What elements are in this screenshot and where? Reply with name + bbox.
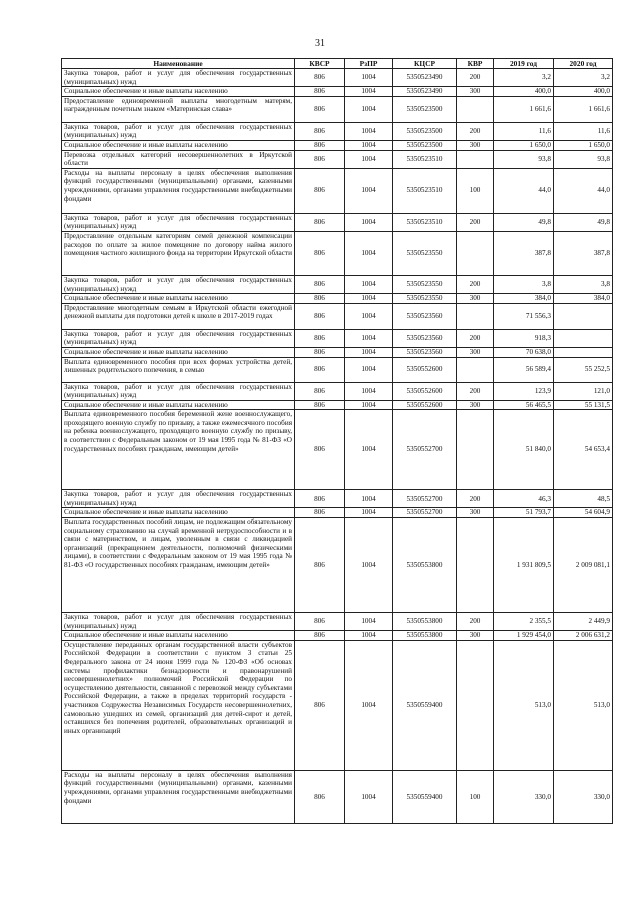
table-row: [62, 122, 613, 140]
table-row: [62, 508, 613, 518]
table-row: [62, 490, 613, 508]
row-2019: 387,8: [494, 231, 554, 275]
page-number: 31: [315, 38, 325, 49]
row-kvsr: 806: [295, 294, 345, 304]
row-2019: 330,0: [494, 770, 554, 823]
row-2019: 71 556,3: [494, 303, 554, 329]
row-2020: 2 009 081,1: [554, 518, 613, 613]
row-2019: 1 661,6: [494, 96, 554, 122]
row-kvr: 200: [457, 275, 494, 293]
row-name: Социальное обеспечение и иные выплаты населению: [62, 87, 295, 97]
row-name: Расходы на выплаты персоналу в целях обеспечения выполнения функций государственными (муниципальными) органами, казенными учреждениями, органами управления государственными внебюджетными фондами: [62, 168, 295, 213]
row-2020: 2 006 631,2: [554, 631, 613, 641]
header-kcsr: КЦСР: [393, 59, 457, 69]
row-kvr: 200: [457, 122, 494, 140]
table-row: [62, 275, 613, 293]
row-2020: 55 131,5: [554, 400, 613, 410]
row-kcsr: 5350523490: [393, 69, 457, 87]
row-name: Предоставление отдельным категориям семей денежной компенсации расходов по оплате за жилое помещение по договору найма жилого помещения частного жилищного фонда на территории Иркутской области: [62, 231, 295, 275]
row-2020: 44,0: [554, 168, 613, 213]
row-2020: 400,0: [554, 87, 613, 97]
row-name: Закупка товаров, работ и услуг для обеспечения государственных (муниципальных) нужд: [62, 329, 295, 347]
row-2020: [554, 303, 613, 329]
row-rzpr: 1004: [345, 87, 393, 97]
row-2020: 11,6: [554, 122, 613, 140]
row-name: Выплата единовременного пособия беременной жене военнослужащего, проходящего военную службу по призыву, а также ежемесячного пособия на ребенка военнослужащего, проходящего военную службу по призыву, в соответствии с Федеральным законом от 19 мая 1995 года № 81-ФЗ «О государственных пособиях гражданам, имеющим детей»: [62, 410, 295, 490]
table-row: [62, 382, 613, 400]
row-rzpr: 1004: [345, 140, 393, 150]
table-row: [62, 213, 613, 231]
row-name: Закупка товаров, работ и услуг для обеспечения государственных (муниципальных) нужд: [62, 275, 295, 293]
row-2020: 3,8: [554, 275, 613, 293]
row-name: Закупка товаров, работ и услуг для обеспечения государственных (муниципальных) нужд: [62, 122, 295, 140]
table-row: [62, 231, 613, 275]
row-2020: 55 252,5: [554, 357, 613, 382]
budget-table: [61, 58, 613, 824]
table-row: [62, 140, 613, 150]
row-2019: 93,8: [494, 150, 554, 168]
row-kvsr: 806: [295, 347, 345, 357]
row-kcsr: 5350552600: [393, 357, 457, 382]
row-rzpr: 1004: [345, 640, 393, 770]
row-2020: 3,2: [554, 69, 613, 87]
row-name: Социальное обеспечение и иные выплаты населению: [62, 508, 295, 518]
table-row: [62, 410, 613, 490]
table-row: [62, 168, 613, 213]
row-kcsr: 5350523500: [393, 96, 457, 122]
header-2019: 2019 год: [494, 59, 554, 69]
row-2020: 2 449,9: [554, 613, 613, 631]
row-kvsr: 806: [295, 329, 345, 347]
table-row: [62, 69, 613, 87]
row-kvsr: 806: [295, 770, 345, 823]
row-rzpr: 1004: [345, 631, 393, 641]
row-name: Закупка товаров, работ и услуг для обеспечения государственных (муниципальных) нужд: [62, 613, 295, 631]
row-kvr: 300: [457, 347, 494, 357]
row-2019: 513,0: [494, 640, 554, 770]
row-kcsr: 5350553800: [393, 613, 457, 631]
row-2019: 46,3: [494, 490, 554, 508]
row-kvsr: 806: [295, 382, 345, 400]
row-kvr: [457, 640, 494, 770]
row-2020: 1 650,0: [554, 140, 613, 150]
row-rzpr: 1004: [345, 357, 393, 382]
row-name: Предоставление единовременной выплаты многодетным матерям, награжденным почетным знаком «Материнская слава»: [62, 96, 295, 122]
row-rzpr: 1004: [345, 122, 393, 140]
row-kvsr: 806: [295, 508, 345, 518]
row-kvr: 300: [457, 294, 494, 304]
row-2019: 3,2: [494, 69, 554, 87]
row-2019: 56 589,4: [494, 357, 554, 382]
row-2020: 93,8: [554, 150, 613, 168]
row-name: Социальное обеспечение и иные выплаты населению: [62, 347, 295, 357]
row-kcsr: 5350523500: [393, 140, 457, 150]
row-rzpr: 1004: [345, 518, 393, 613]
row-kcsr: 5350523510: [393, 150, 457, 168]
header-kvr: КВР: [457, 59, 494, 69]
row-2020: 330,0: [554, 770, 613, 823]
row-kcsr: 5350523490: [393, 87, 457, 97]
row-kvr: [457, 150, 494, 168]
row-2020: 513,0: [554, 640, 613, 770]
row-kvr: [457, 96, 494, 122]
row-rzpr: 1004: [345, 410, 393, 490]
row-rzpr: 1004: [345, 168, 393, 213]
row-kvsr: 806: [295, 96, 345, 122]
row-rzpr: 1004: [345, 294, 393, 304]
row-name: Выплата единовременного пособия при всех формах устройства детей, лишенных родительского попечения, в семью: [62, 357, 295, 382]
row-kvr: 300: [457, 87, 494, 97]
row-2020: 387,8: [554, 231, 613, 275]
row-kvsr: 806: [295, 490, 345, 508]
row-kvr: 200: [457, 490, 494, 508]
row-kvsr: 806: [295, 213, 345, 231]
table-row: [62, 347, 613, 357]
row-kvr: [457, 410, 494, 490]
row-kvsr: 806: [295, 400, 345, 410]
header-kvsr: КВСР: [295, 59, 345, 69]
row-2020: [554, 347, 613, 357]
row-kvsr: 806: [295, 640, 345, 770]
row-rzpr: 1004: [345, 96, 393, 122]
row-kcsr: 5350523550: [393, 294, 457, 304]
row-kvr: 200: [457, 329, 494, 347]
row-name: Социальное обеспечение и иные выплаты населению: [62, 631, 295, 641]
table-row: [62, 640, 613, 770]
row-kvsr: 806: [295, 122, 345, 140]
table-row: [62, 357, 613, 382]
row-2020: [554, 329, 613, 347]
row-kcsr: 5350552600: [393, 382, 457, 400]
row-kvsr: 806: [295, 303, 345, 329]
row-name: Закупка товаров, работ и услуг для обеспечения государственных (муниципальных) нужд: [62, 490, 295, 508]
row-2019: 2 355,5: [494, 613, 554, 631]
row-kvr: 300: [457, 400, 494, 410]
table-row: [62, 400, 613, 410]
row-2020: 48,5: [554, 490, 613, 508]
row-kvsr: 806: [295, 518, 345, 613]
row-kvr: 100: [457, 168, 494, 213]
row-kvr: 300: [457, 140, 494, 150]
row-name: Предоставление многодетным семьям в Иркутской области ежегодной денежной выплаты для подготовки детей к школе в 2017-2019 годах: [62, 303, 295, 329]
row-rzpr: 1004: [345, 213, 393, 231]
row-name: Закупка товаров, работ и услуг для обеспечения государственных (муниципальных) нужд: [62, 213, 295, 231]
row-2019: 1 650,0: [494, 140, 554, 150]
row-kcsr: 5350559400: [393, 770, 457, 823]
row-kvr: 200: [457, 69, 494, 87]
row-2020: 54 653,4: [554, 410, 613, 490]
row-2019: 44,0: [494, 168, 554, 213]
table-row: [62, 303, 613, 329]
row-2019: 1 929 454,0: [494, 631, 554, 641]
row-rzpr: 1004: [345, 150, 393, 168]
row-2019: 400,0: [494, 87, 554, 97]
header-rzpr: РзПР: [345, 59, 393, 69]
row-rzpr: 1004: [345, 770, 393, 823]
row-2020: 54 604,9: [554, 508, 613, 518]
header-row: [62, 59, 613, 69]
row-kvsr: 806: [295, 231, 345, 275]
row-2019: 123,9: [494, 382, 554, 400]
table-row: [62, 87, 613, 97]
table-row: [62, 631, 613, 641]
row-rzpr: 1004: [345, 613, 393, 631]
row-2019: 51 840,0: [494, 410, 554, 490]
row-2019: 11,6: [494, 122, 554, 140]
row-rzpr: 1004: [345, 382, 393, 400]
row-rzpr: 1004: [345, 303, 393, 329]
row-rzpr: 1004: [345, 69, 393, 87]
row-2019: 918,3: [494, 329, 554, 347]
row-kcsr: 5350523560: [393, 303, 457, 329]
row-kvr: 300: [457, 631, 494, 641]
row-rzpr: 1004: [345, 329, 393, 347]
table-row: [62, 150, 613, 168]
row-rzpr: 1004: [345, 275, 393, 293]
row-kcsr: 5350523550: [393, 275, 457, 293]
row-name: Закупка товаров, работ и услуг для обеспечения государственных (муниципальных) нужд: [62, 69, 295, 87]
row-kcsr: 5350523550: [393, 231, 457, 275]
row-2019: 56 465,5: [494, 400, 554, 410]
row-2019: 3,8: [494, 275, 554, 293]
table-body: [62, 69, 613, 824]
row-kvsr: 806: [295, 168, 345, 213]
row-rzpr: 1004: [345, 347, 393, 357]
row-2020: 121,0: [554, 382, 613, 400]
row-kvr: [457, 518, 494, 613]
row-name: Выплата государственных пособий лицам, не подлежащим обязательному социальному страхованию на случай временной нетрудоспособности и в связи с материнством, и лицам, уволенным в связи с ликвидацией организаций (прекращением деятельности, полномочий физическими лицами), в соответствии с Федеральным законом от 19 мая 1995 года № 81-ФЗ «О государственных пособиях гражданам, имеющим детей»: [62, 518, 295, 613]
table-row: [62, 96, 613, 122]
row-kvr: 200: [457, 382, 494, 400]
row-kcsr: 5350523560: [393, 347, 457, 357]
row-name: Социальное обеспечение и иные выплаты населению: [62, 294, 295, 304]
row-name: Расходы на выплаты персоналу в целях обеспечения выполнения функций государственными (муниципальными) органами, казенными учреждениями, органами управления государственными внебюджетными фондами: [62, 770, 295, 823]
row-rzpr: 1004: [345, 508, 393, 518]
row-kvr: [457, 231, 494, 275]
row-kvsr: 806: [295, 150, 345, 168]
row-kcsr: 5350552700: [393, 490, 457, 508]
row-kvsr: 806: [295, 140, 345, 150]
table-row: [62, 613, 613, 631]
row-kvr: 200: [457, 213, 494, 231]
row-kcsr: 5350523560: [393, 329, 457, 347]
row-kcsr: 5350553800: [393, 518, 457, 613]
table-row: [62, 329, 613, 347]
row-kcsr: 5350523500: [393, 122, 457, 140]
row-kcsr: 5350552700: [393, 410, 457, 490]
row-2019: 1 931 809,5: [494, 518, 554, 613]
row-kcsr: 5350552700: [393, 508, 457, 518]
row-rzpr: 1004: [345, 400, 393, 410]
row-kcsr: 5350559400: [393, 640, 457, 770]
row-rzpr: 1004: [345, 231, 393, 275]
row-kcsr: 5350553800: [393, 631, 457, 641]
row-kvsr: 806: [295, 410, 345, 490]
row-2020: 384,0: [554, 294, 613, 304]
row-kcsr: 5350523510: [393, 213, 457, 231]
row-kcsr: 5350523510: [393, 168, 457, 213]
table-row: [62, 770, 613, 823]
table-row: [62, 294, 613, 304]
row-2020: 1 661,6: [554, 96, 613, 122]
row-2019: 51 793,7: [494, 508, 554, 518]
table-row: [62, 518, 613, 613]
row-kvr: 100: [457, 770, 494, 823]
row-2020: 49,8: [554, 213, 613, 231]
row-2019: 384,0: [494, 294, 554, 304]
row-kvr: 300: [457, 508, 494, 518]
row-kvsr: 806: [295, 631, 345, 641]
row-name: Социальное обеспечение и иные выплаты населению: [62, 400, 295, 410]
row-name: Перевозка отдельных категорий несовершеннолетних в Иркутской области: [62, 150, 295, 168]
header-name: Наименование: [62, 59, 295, 69]
row-name: Социальное обеспечение и иные выплаты населению: [62, 140, 295, 150]
row-rzpr: 1004: [345, 490, 393, 508]
row-2019: 70 638,0: [494, 347, 554, 357]
row-name: Закупка товаров, работ и услуг для обеспечения государственных (муниципальных) нужд: [62, 382, 295, 400]
header-2020: 2020 год: [554, 59, 613, 69]
row-kvsr: 806: [295, 275, 345, 293]
row-kvsr: 806: [295, 613, 345, 631]
row-kcsr: 5350552600: [393, 400, 457, 410]
row-kvr: 200: [457, 613, 494, 631]
row-name: Осуществление переданных органам государственной власти субъектов Российской Федерации в соответствии с пунктом 3 статьи 25 Федерального закона от 24 июня 1999 года № 120-ФЗ «Об основах системы профилактики безнадзорности и правонарушений несовершеннолетних» полномочий Российской Федерации по осуществлению деятельности, связанной с перевозкой между субъектами Российской Федерации, а также в пределах территорий государств - участников Содружества Независимых Государств несовершеннолетних, самовольно ушедших из семей, организаций для детей-сирот и детей, оставшихся без попечения родителей, образовательных организаций и иных организаций: [62, 640, 295, 770]
row-kvsr: 806: [295, 69, 345, 87]
row-kvsr: 806: [295, 357, 345, 382]
row-kvr: [457, 357, 494, 382]
row-kvr: [457, 303, 494, 329]
row-kvsr: 806: [295, 87, 345, 97]
row-2019: 49,8: [494, 213, 554, 231]
